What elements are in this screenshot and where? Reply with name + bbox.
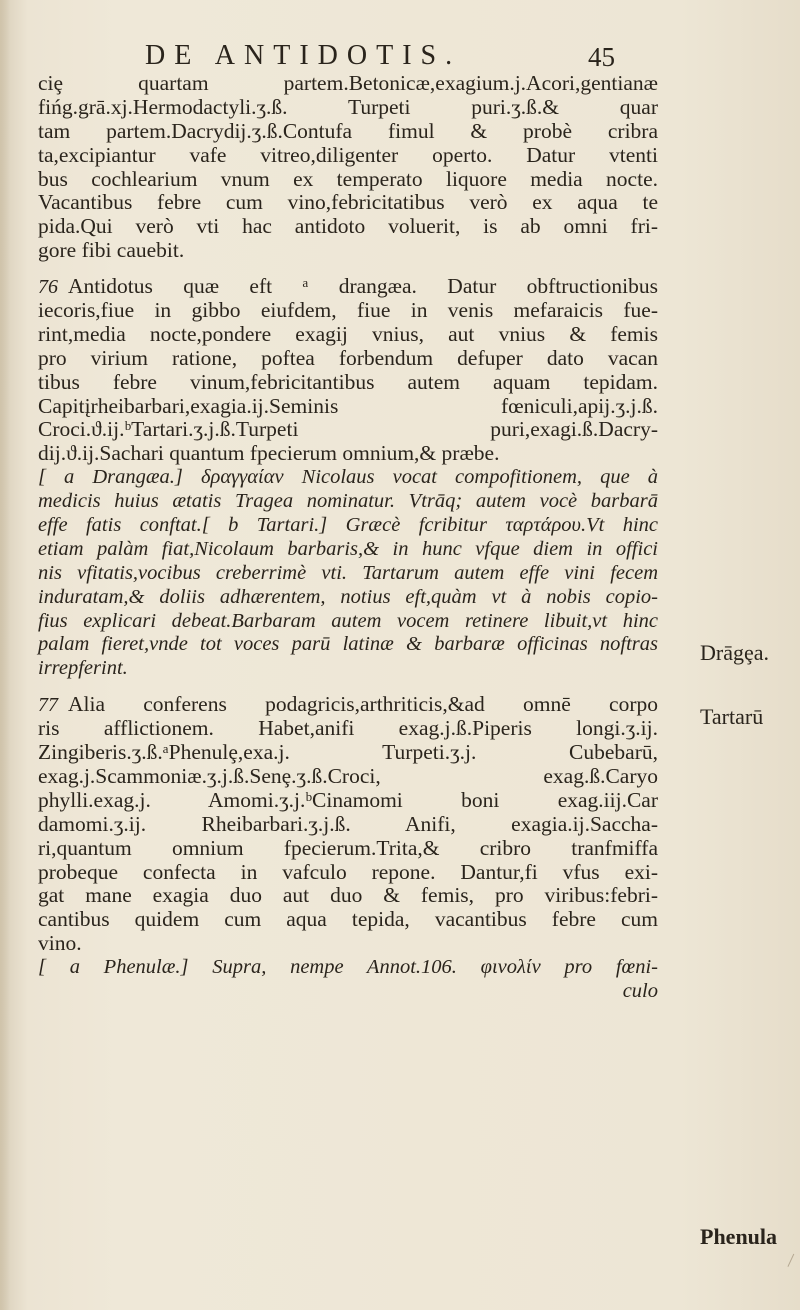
annotation-line: medicis huius ætatis Tragea nominatur. Vtrāq; autem vocè barbarā — [38, 490, 658, 513]
annotation-line: palam fieret,vnde tot voces parū latinæ & barbaræ officinas noftras — [38, 633, 658, 656]
annotation-line: irrepferint. — [38, 657, 128, 680]
text-line: pida.Qui verò vti hac antidoto voluerit, is ab omni fri- — [38, 214, 658, 239]
text-line: iecoris,fiue in gibbo eiufdem, fiue in venis mefaraicis fue- — [38, 298, 658, 323]
text-line: exag.j.Scammoniæ.ʒ.j.ß.Senȩ.ʒ.ß.Croci, exag.ß.Caryo — [38, 763, 658, 788]
catchword-line: culo — [622, 979, 658, 1002]
text-line: ris afflictionem. Habet,anifi exag.j.ß.Piperis longi.ʒ.ij. — [38, 716, 658, 741]
text-line-numbered: 77 Alia conferens podagricis,arthriticis,&ad omnē corpo — [38, 692, 658, 717]
text-line: tam partem.Dacrydij.ʒ.ß.Contufa fimul & probè cribra — [38, 118, 658, 143]
page-header — [145, 40, 615, 74]
text-line: dij.ϑ.ij.Sachari quantum fpecierum omnium,& præbe. — [38, 441, 500, 466]
annotation-line: fius explicari debeat.Barbaram autem vocem retinere libuit,vt hinc — [38, 609, 658, 632]
text-line: bus cochlearium vnum ex temperato liquore media nocte. — [38, 166, 658, 191]
text-line: ta,excipiantur vafe vitreo,diligenter operto. Datur vtenti — [38, 142, 658, 167]
page-gutter — [0, 0, 10, 1310]
margin-note-phenula: Phenula — [700, 1224, 778, 1249]
item-number: 76 — [38, 276, 58, 299]
text-line: gore fibi cauebit. — [38, 238, 185, 263]
margin-note-dragea: Drāgȩa. — [700, 640, 770, 665]
annotation-line: induratam,& doliis adhærentem, notius eft,quàm vt à nobis copio- — [38, 585, 658, 608]
text-line-numbered: 76 Antidotus quæ eft ᵃ drangæa. Datur obftructionibus — [38, 274, 658, 299]
text-line: tibus febre vinum,febricitantibus autem aquam tepidam. — [38, 369, 658, 394]
margin-note-tartaru: Tartarū — [700, 704, 764, 729]
text-line: fińg.grā.xj.Hermodactyli.ʒ.ß. Turpeti puri.ʒ.ß.& quar — [38, 94, 658, 119]
text-line: Vacantibus febre cum vino,febricitatibus verò ex aqua te — [38, 190, 658, 215]
item-number: 77 — [38, 694, 58, 717]
text-line: Capitįrheibarbari,exagia.ij.Seminis fœniculi,apij.ʒ.j.ß. — [38, 393, 658, 418]
text-line: ciȩ quartam partem.Betonicæ,exagium.j.Acori,gentianæ — [38, 71, 658, 95]
text-line: Croci.ϑ.ij.ᵇTartari.ʒ.j.ß.Turpeti puri,exagi.ß.Dacry- — [38, 417, 658, 442]
text-line: vino. — [38, 931, 82, 956]
text-line: gat mane exagia duo aut duo & femis, pro viribus:febri- — [38, 883, 658, 908]
annotation-line: etiam palàm fiat,Nicolaum barbaris,& in hunc vfque diem in offici — [38, 537, 658, 560]
text-line: phylli.exag.j. Amomi.ʒ.j.ᵇCinamomi boni exag.iij.Car — [38, 787, 658, 812]
page-number: 45 — [588, 42, 615, 72]
annotation-line: effe fatis conftat.[ b Tartari.] Græcè fcribitur ταρτάρου.Vt hinc — [38, 514, 658, 537]
text-line: rint,media nocte,pondere exagij vnius, aut vnius & femis — [38, 321, 658, 346]
annotation-line: [ a Phenulæ.] Supra, nempe Annot.106. φινολίν pro fœni- — [38, 956, 658, 979]
running-title: DE ANTIDOTIS. — [145, 40, 462, 71]
text-line: pro virium ratione, poftea forbendum defuper dato vacan — [38, 345, 658, 370]
main-text — [38, 72, 658, 1004]
text-line: ri,quantum omnium fpecierum.Trita,& cribro tranfmiffa — [38, 835, 658, 860]
text-line: cantibus quidem cum aqua tepida, vacantibus febre cum — [38, 907, 658, 932]
text-line: Zingiberis.ʒ.ß.ᵃPhenulȩ,exa.j. Turpeti.ʒ.j. Cubebarū, — [38, 740, 658, 765]
annotation-line: nis vfitatis,vocibus creberrimè vti. Tartarum autem effe vini fecem — [38, 561, 658, 584]
text-line: damomi.ʒ.ij. Rheibarbari.ʒ.j.ß. Anifi, exagia.ij.Saccha- — [38, 811, 658, 836]
annotation-line: [ a Drangæa.] δραγγαίαν Nicolaus vocat compofitionem, que à — [38, 466, 658, 489]
text-line: probeque confecta in vafculo repone. Dantur,fi vfus exi- — [38, 859, 658, 884]
